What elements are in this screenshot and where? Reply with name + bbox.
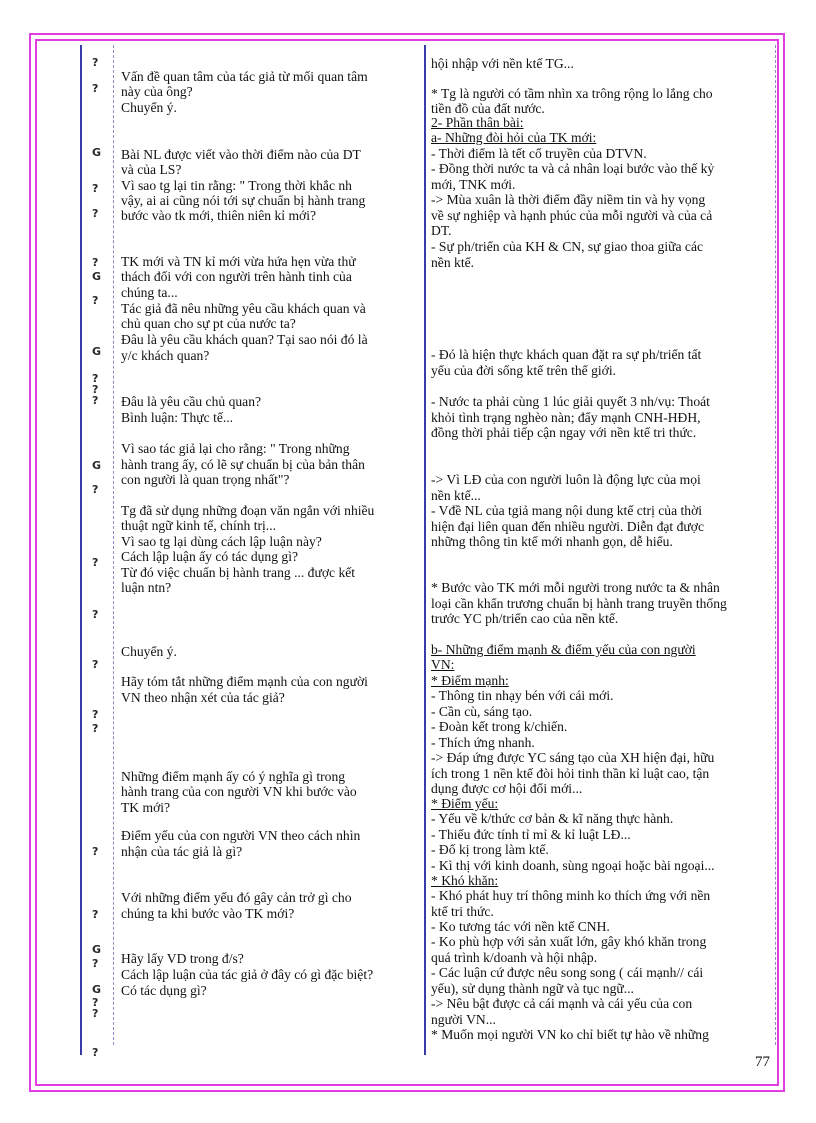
margin-guide-left	[113, 45, 114, 1045]
question-line: Vì sao tg lại tin rằng: " Trong thời khắc nh	[121, 178, 352, 193]
margin-mark: ?	[92, 556, 99, 569]
content-line: -> Mùa xuân là thời điểm đầy niềm tin và hy vọng	[431, 192, 706, 207]
content-line: * Điểm mạnh:	[431, 673, 509, 688]
question-line: TK mới?	[121, 800, 171, 815]
question-line: thuật ngữ kinh tế, chính trị...	[121, 518, 276, 533]
content-line: đồng thời phải tiếp cận ngay với nền ktế tri thức.	[431, 425, 697, 440]
content-line: yếu của đời sống ktế trên thế giới.	[431, 363, 617, 378]
question-line: y/c khách quan?	[121, 348, 210, 363]
margin-mark: ?	[92, 256, 99, 269]
margin-mark: ?	[92, 722, 99, 735]
content-line: dụng được cơ hội đổi mới...	[431, 781, 583, 796]
content-line: ích trong 1 nền ktế đòi hỏi tinh thần kỉ luật cao, tận	[431, 766, 710, 781]
content-line: - Đồng thời nước ta và cả nhân loại bước vào thế kỷ	[431, 161, 715, 176]
margin-mark: G	[92, 345, 102, 358]
left-column-rule	[80, 45, 82, 1055]
content-line: - Thông tin nhạy bén với cái mới.	[431, 688, 614, 703]
content-line: ktế tri thức.	[431, 904, 494, 919]
margin-mark: ?	[92, 908, 99, 921]
question-line: Điểm yếu của con người VN theo cách nhìn	[121, 828, 361, 843]
content-line: hội nhập với nền ktế TG...	[431, 56, 574, 71]
content-line: * Khó khăn:	[431, 873, 499, 888]
content-line: hiện đại liên quan đến nhiều người. Diễn đạt được	[431, 519, 704, 534]
margin-mark: ?	[92, 957, 99, 970]
content-line: - Thời điểm là tết cổ truyền của DTVN.	[431, 146, 647, 161]
question-line: Chuyển ý.	[121, 100, 177, 115]
margin-mark: ?	[92, 1046, 99, 1059]
content-line: - Các luận cứ được nêu song song ( cái mạnh// cái	[431, 965, 704, 980]
margin-guide-right	[775, 45, 776, 1045]
content-line: - Đoàn kết trong k/chiến.	[431, 719, 568, 734]
question-line: Cách lập luận ấy có tác dụng gì?	[121, 549, 299, 564]
content-line: DT.	[431, 223, 452, 238]
margin-mark: G	[92, 459, 102, 472]
question-line: con người là quan trọng nhất"?	[121, 472, 290, 487]
margin-mark: G	[92, 146, 102, 159]
content-line: - Sự ph/triển của KH & CN, sự giao thoa giữa các	[431, 239, 704, 254]
margin-mark: ?	[92, 845, 99, 858]
question-line: bước vào tk mới, thiên niên kỉ mới?	[121, 208, 317, 223]
question-line: chúng ta khi bước vào TK mới?	[121, 906, 295, 921]
content-line: - Đó là hiện thực khách quan đặt ra sự ph/triển tất	[431, 347, 702, 362]
margin-mark: ?	[92, 383, 99, 396]
question-line: Cách lập luận của tác giả ở đây có gì đặc biệt?	[121, 967, 374, 982]
content-line: trước YC ph/triển cao của nền ktế.	[431, 611, 619, 626]
question-line: vậy, ai ai cũng nói tới sự chuẩn bị hành trang	[121, 193, 366, 208]
content-line: - Đố kị trong làm ktế.	[431, 842, 549, 857]
content-line: yếu), sử dụng thành ngữ và tục ngữ...	[431, 981, 634, 996]
question-line: hành trang của con người VN khi bước vào	[121, 784, 357, 799]
content-line: tiền đồ của đất nước.	[431, 101, 545, 116]
content-line: người VN...	[431, 1012, 496, 1027]
content-line: * Muốn mọi người VN ko chỉ biết tự hào về những	[431, 1027, 709, 1042]
content-line: -> Nêu bật được cả cái mạnh và cái yếu của con	[431, 996, 693, 1011]
question-line: TK mới và TN kỉ mới vừa hứa hẹn vừa thử	[121, 254, 356, 269]
question-line: này của ông?	[121, 84, 193, 99]
question-line: thách đối với con người trên hành tinh của	[121, 269, 352, 284]
page-number: 77	[755, 1054, 770, 1070]
content-line: mới, TNK mới.	[431, 177, 516, 192]
margin-mark: ?	[92, 1007, 99, 1020]
question-line: luận ntn?	[121, 580, 172, 595]
question-line: Hãy tóm tắt những điểm mạnh của con người	[121, 674, 368, 689]
question-line: Tác giả đã nêu những yêu cầu khách quan và	[121, 301, 366, 316]
content-line: - Kì thị với kinh doanh, sùng ngoại hoặc bài ngoại...	[431, 858, 715, 873]
margin-mark: ?	[92, 394, 99, 407]
margin-mark: ?	[92, 996, 99, 1009]
question-line: Bình luận: Thực tế...	[121, 410, 234, 425]
margin-mark: ?	[92, 82, 99, 95]
content-line: - Ko tương tác với nền ktế CNH.	[431, 919, 610, 934]
question-line: Đâu là yêu cầu chủ quan?	[121, 394, 262, 409]
content-line: nền ktế...	[431, 488, 481, 503]
content-line: VN:	[431, 657, 455, 672]
content-line: - Thích ứng nhanh.	[431, 735, 535, 750]
question-line: Vì sao tg lại dùng cách lập luận này?	[121, 534, 322, 549]
content-line: nền ktế.	[431, 255, 475, 270]
margin-mark: ?	[92, 56, 99, 69]
margin-mark: G	[92, 943, 102, 956]
margin-mark: ?	[92, 483, 99, 496]
content-line: -> Đáp ứng được YC sáng tạo của XH hiện đại, hữu	[431, 750, 715, 765]
content-line: - Thiếu đức tính tỉ mỉ & kỉ luật LĐ...	[431, 827, 631, 842]
margin-mark: ?	[92, 372, 99, 385]
content-line: khỏi tình trạng nghèo nàn; đẩy mạnh CNH-HĐH,	[431, 410, 701, 425]
question-line: Vấn đề quan tâm của tác giả từ mối quan tâm	[121, 69, 368, 84]
question-line: và của LS?	[121, 162, 182, 177]
middle-column-rule	[424, 45, 426, 1055]
question-line: chủ quan cho sự pt của nước ta?	[121, 316, 296, 331]
margin-mark: ?	[92, 207, 99, 220]
question-line: nhận của tác giả là gì?	[121, 844, 243, 859]
content-line: - Khó phát huy trí thông minh ko thích ứng với nền	[431, 888, 711, 903]
question-line: hành trang ấy, có lẽ sự chuẩn bị của bản thân	[121, 457, 365, 472]
question-line: Vì sao tác giả lại cho rằng: " Trong những	[121, 441, 350, 456]
content-line: b- Những điểm mạnh & điểm yếu của con người	[431, 642, 696, 657]
content-line: - Yếu về k/thức cơ bản & kĩ năng thực hành.	[431, 811, 674, 826]
content-line: những thông tin ktế mới nhanh gọn, dễ hiểu.	[431, 534, 673, 549]
margin-mark: G	[92, 983, 102, 996]
question-line: Hãy lấy VD trong đ/s?	[121, 951, 244, 966]
margin-mark: G	[92, 270, 102, 283]
question-line: VN theo nhận xét của tác giả?	[121, 690, 285, 705]
content-line: quá trình k/doanh và hội nhập.	[431, 950, 598, 965]
question-line: Có tác dụng gì?	[121, 983, 207, 998]
question-line: Tg đã sử dụng những đoạn văn ngắn với nhiều	[121, 503, 375, 518]
question-line: Bài NL được viết vào thời điểm nào của DT	[121, 147, 361, 162]
content-line: a- Những đòi hỏi của TK mới:	[431, 130, 597, 145]
content-line: * Tg là người có tầm nhìn xa trông rộng lo lắng cho	[431, 86, 713, 101]
content-line: loại cần khẩn trương chuẩn bị hành trang truyền thống	[431, 596, 727, 611]
question-line: Từ đó việc chuẩn bị hành trang ... được kết	[121, 565, 356, 580]
content-line: - Cần cù, sáng tạo.	[431, 704, 533, 719]
margin-mark: ?	[92, 658, 99, 671]
margin-mark: ?	[92, 608, 99, 621]
content-line: - Ko phù hợp với sản xuất lớn, gây khó khăn trong	[431, 934, 707, 949]
content-line: - Vđề NL của tgiả mang nội dung ktế ctrị của thời	[431, 503, 703, 518]
content-line: -> Vì LĐ của con người luôn là động lực của mọi	[431, 472, 701, 487]
question-line: chúng ta...	[121, 285, 178, 300]
question-line: Với những điểm yếu đó gây cản trở gì cho	[121, 890, 352, 905]
content-line: * Điểm yếu:	[431, 796, 499, 811]
margin-mark: ?	[92, 294, 99, 307]
content-line: - Nước ta phải cùng 1 lúc giải quyết 3 nh/vụ: Thoát	[431, 394, 710, 409]
content-line: * Bước vào TK mới mỗi người trong nước ta & nhân	[431, 580, 720, 595]
question-line: Đâu là yêu cầu khách quan? Tại sao nói đó là	[121, 332, 368, 347]
question-line: Chuyển ý.	[121, 644, 177, 659]
question-line: Những điểm mạnh ấy có ý nghĩa gì trong	[121, 769, 346, 784]
content-line: 2- Phần thân bài:	[431, 115, 524, 130]
margin-mark: ?	[92, 182, 99, 195]
content-line: về sự nghiệp và hạnh phúc của mỗi người và của cả	[431, 208, 713, 223]
margin-mark: ?	[92, 708, 99, 721]
